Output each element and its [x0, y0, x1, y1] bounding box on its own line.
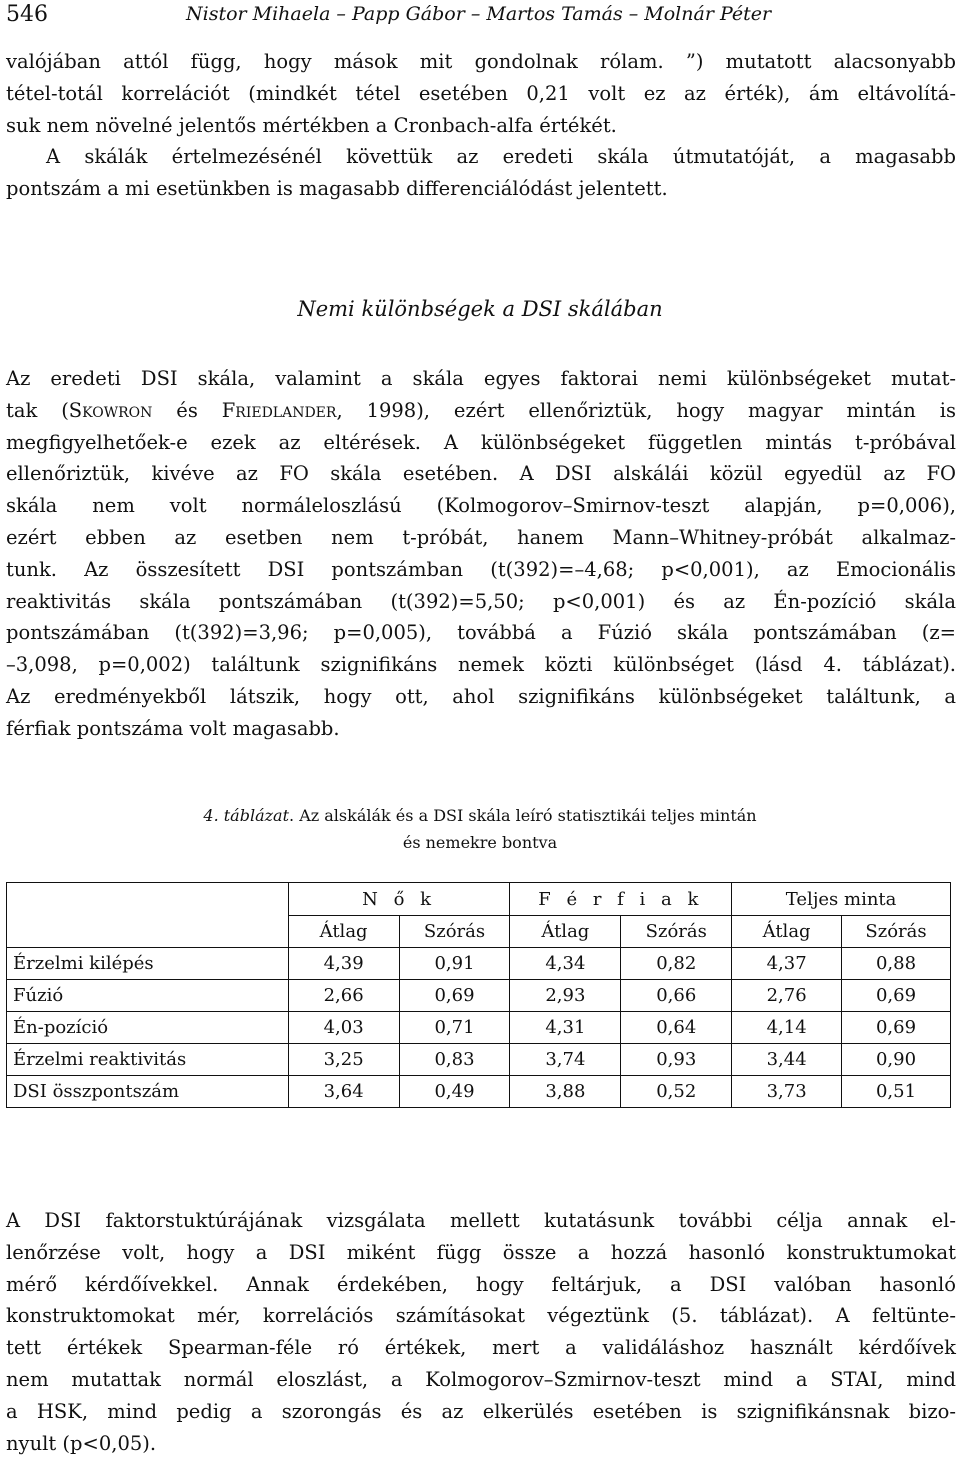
subheader-mean: Átlag [732, 916, 842, 948]
table-number: 4. táblázat [203, 806, 290, 825]
table-cell: 3,73 [732, 1076, 842, 1108]
descriptive-stats-table [6, 882, 951, 1108]
text-line: férfiak pontszáma volt magasabb. [6, 716, 340, 740]
table-cell: 0,91 [399, 948, 510, 980]
table-row [7, 980, 951, 1012]
text-line: nem mutattak normál eloszlást, a Kolmogorov–Szmirnov-teszt mind a STAI, mind [6, 1367, 956, 1391]
table-cell: 0,69 [842, 980, 951, 1012]
text-line: skála nem volt normáleloszlású (Kolmogorov–Smirnov-teszt alapján, p=0,006), [6, 494, 956, 518]
table-cell: 2,93 [510, 980, 621, 1012]
text-line: tunk. Az összesített DSI pontszámban (t(392)=–4,68; p<0,001), az Emocionális [6, 557, 956, 581]
row-label: Én-pozíció [7, 1012, 289, 1044]
page-number: 546 [6, 2, 48, 27]
text-line: reaktivitás skála pontszámában (t(392)=5,50; p<0,001) és az Én-pozíció skála [6, 589, 956, 613]
table-cell: 3,25 [288, 1044, 399, 1076]
text-line: mérő kérdőívekkel. Annak érdekében, hogy feltárjuk, a DSI valóban hasonló [6, 1272, 956, 1296]
text-line: A skálák értelmezésénél követtük az eredeti skála útmutatóját, a magasabb [46, 145, 956, 169]
table-cell: 3,74 [510, 1044, 621, 1076]
text-line: pontszám a mi esetünkben is magasabb differenciálódást jelentett. [6, 177, 668, 201]
text-line: tett értékek Spearman-féle ró értékek, mert a validáláshoz használt kérdőívek [6, 1336, 956, 1360]
text-line: konstruktomokat mér, korrelációs számításokat végeztünk (5. táblázat). A feltünte- [6, 1304, 956, 1328]
table-row [7, 948, 951, 980]
table-cell: 0,64 [621, 1012, 732, 1044]
table-cell: 4,03 [288, 1012, 399, 1044]
table-cell: 0,88 [842, 948, 951, 980]
text-line: ellenőriztük, kivéve az FO skála esetében. A DSI alskálái közül egyedül az FO [6, 462, 956, 486]
table-stub-header [7, 883, 289, 948]
table-caption-line2: és nemekre bontva [402, 833, 558, 852]
row-label: Fúzió [7, 980, 289, 1012]
author-friedlander: Friedlander [221, 398, 337, 422]
table-cell: 0,52 [621, 1076, 732, 1108]
group-header-men: F é r f i a k [510, 883, 732, 916]
text-line: megfigyelhetőek-e ezek az eltérések. A különbségeket független mintás t-próbával [6, 430, 956, 454]
table-cell: 0,49 [399, 1076, 510, 1108]
table-cell: 0,69 [399, 980, 510, 1012]
group-header-total: Teljes minta [732, 883, 951, 916]
table-cell: 0,93 [621, 1044, 732, 1076]
subheader-mean: Átlag [288, 916, 399, 948]
running-head-authors: Nistor Mihaela – Papp Gábor – Martos Tamás – Molnár Péter [186, 3, 772, 25]
table-group-header-row [7, 883, 951, 916]
table-cell: 0,82 [621, 948, 732, 980]
table-cell: 3,64 [288, 1076, 399, 1108]
row-label: DSI összpontszám [7, 1076, 289, 1108]
table-cell: 2,66 [288, 980, 399, 1012]
subheader-mean: Átlag [510, 916, 621, 948]
page-header [6, 2, 956, 32]
table-caption [0, 802, 960, 856]
table-row [7, 1012, 951, 1044]
table-cell: 0,90 [842, 1044, 951, 1076]
subheader-sd: Szórás [621, 916, 732, 948]
table-caption-text: . Az alskálák és a DSI skála leíró statisztikái teljes mintán [289, 806, 757, 825]
table-cell: 0,71 [399, 1012, 510, 1044]
group-header-women: N ő k [288, 883, 510, 916]
section-title: Nemi különbségek a DSI skálában [297, 297, 663, 321]
closing-paragraph [6, 1205, 956, 1459]
text-line: a HSK, mind pedig a szorongás és az elkerülés esetében is szignifikánsnak bizo- [6, 1399, 956, 1423]
table-row [7, 1044, 951, 1076]
text-line: tétel-totál korrelációt (mindkét tétel esetében 0,21 volt ez az érték), ám eltávolítá- [6, 81, 956, 105]
text-line: Az eredményekből látszik, hogy ott, ahol szignifikáns különbségeket találtunk, a [6, 684, 956, 708]
text-line: suk nem növelné jelentős mértékben a Cronbach-alfa értékét. [6, 113, 617, 137]
table-cell: 4,14 [732, 1012, 842, 1044]
text-line: pontszámában (t(392)=3,96; p=0,005), továbbá a Fúzió skála pontszámában (z= [6, 621, 956, 645]
row-label: Érzelmi kilépés [7, 948, 289, 980]
intro-paragraph [6, 46, 956, 205]
table-row [7, 1076, 951, 1108]
table-cell: 4,39 [288, 948, 399, 980]
table-cell: 0,69 [842, 1012, 951, 1044]
table-cell: 4,37 [732, 948, 842, 980]
text-line: tak (Skowron és Friedlander, 1998), ezért ellenőriztük, hogy magyar mintán is [6, 398, 956, 422]
subheader-sd: Szórás [399, 916, 510, 948]
text-line: nyult (p<0,05). [6, 1431, 157, 1455]
section-paragraph [6, 363, 956, 745]
text-line: A DSI faktorstuktúrájának vizsgálata mellett kutatásunk további célja annak el- [6, 1209, 956, 1232]
text-line: Az eredeti DSI skála, valamint a skála egyes faktorai nemi különbségeket mutat- [6, 367, 956, 390]
table-cell: 4,31 [510, 1012, 621, 1044]
subheader-sd: Szórás [842, 916, 951, 948]
text-line: valójában attól függ, hogy mások mit gondolnak rólam. ”) mutatott alacsonyabb [6, 50, 956, 73]
table-cell: 2,76 [732, 980, 842, 1012]
author-skowron: Skowron [68, 398, 153, 422]
text-line: lenőrzése volt, hogy a DSI miként függ össze a hozzá hasonló konstruktumokat [6, 1240, 956, 1264]
table-cell: 3,88 [510, 1076, 621, 1108]
table-cell: 4,34 [510, 948, 621, 980]
row-label: Érzelmi reaktivitás [7, 1044, 289, 1076]
text-line: –3,098, p=0,002) találtunk szignifikáns nemek közti különbséget (lásd 4. táblázat). [6, 653, 956, 677]
table-cell: 0,51 [842, 1076, 951, 1108]
table-cell: 0,83 [399, 1044, 510, 1076]
table-cell: 0,66 [621, 980, 732, 1012]
text-line: ezért ebben az esetben nem t-próbát, hanem Mann–Whitney-próbát alkalmaz- [6, 525, 956, 549]
table-cell: 3,44 [732, 1044, 842, 1076]
